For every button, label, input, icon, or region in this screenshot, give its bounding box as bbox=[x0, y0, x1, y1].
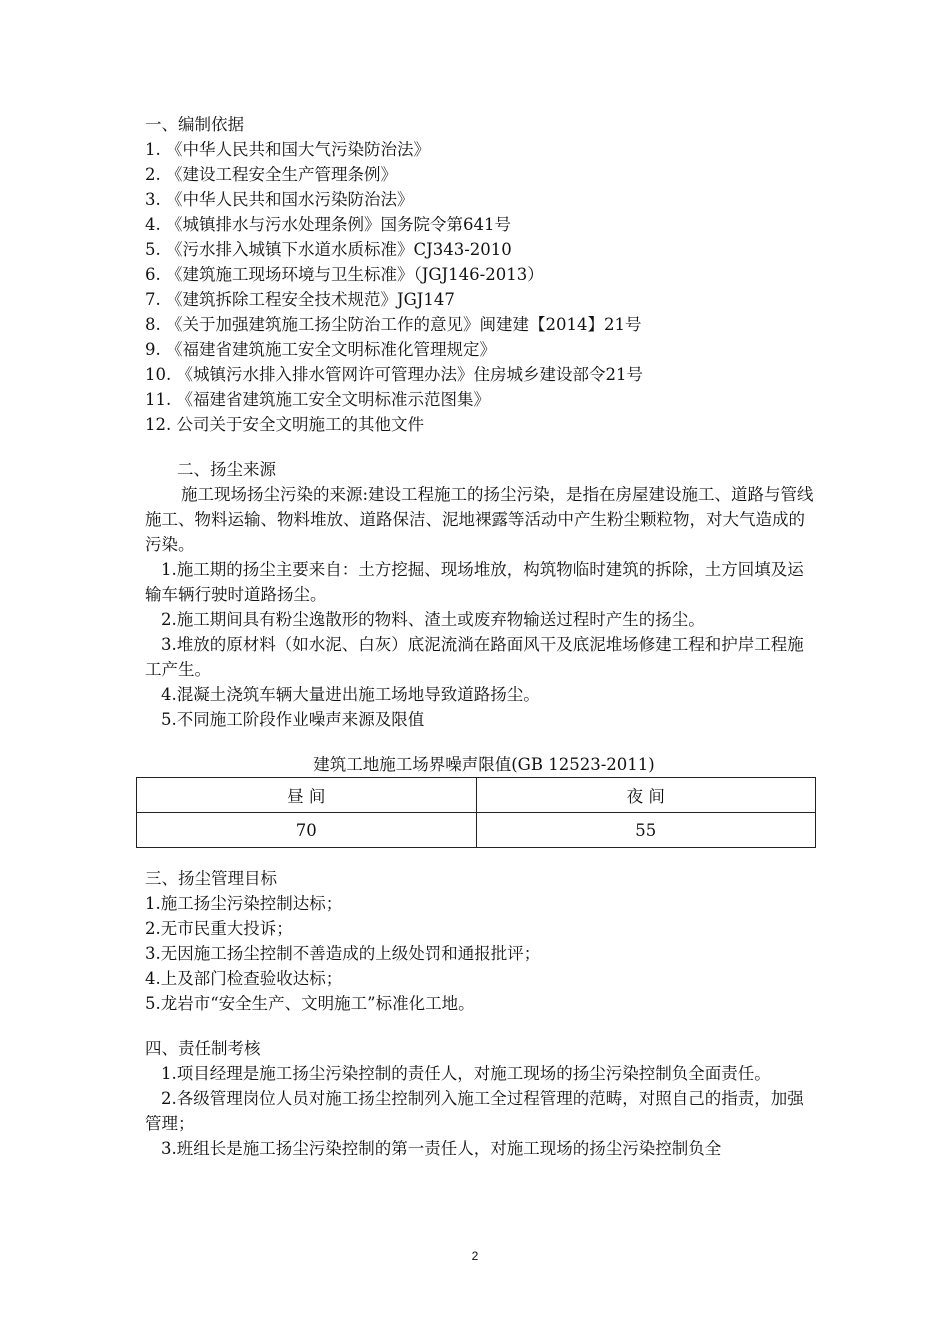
page-number: 2 bbox=[471, 1249, 479, 1263]
page-content bbox=[145, 112, 817, 1161]
list-item: 4.上及部门检查验收达标； bbox=[145, 969, 343, 988]
list-item: 3.堆放的原材料（如水泥、白灰）底泥流淌在路面风干及底泥堆场修建工程和护岸工程施工产生。 bbox=[145, 635, 804, 679]
table-cell-day-value: 70 bbox=[137, 813, 477, 848]
list-item: 5. 《污水排入城镇下水道水质标准》CJ343-2010 bbox=[145, 240, 512, 259]
section1-heading: 一、编制依据 bbox=[145, 115, 244, 134]
list-item: 3. 《中华人民共和国水污染防治法》 bbox=[145, 190, 414, 209]
list-item: 5.不同施工阶段作业噪声来源及限值 bbox=[161, 710, 425, 729]
list-item: 8. 《关于加强建筑施工扬尘防治工作的意见》闽建建【2014】21号 bbox=[145, 315, 642, 334]
list-item: 2.施工期间具有粉尘逸散形的物料、渣土或废弃物输送过程时产生的扬尘。 bbox=[161, 610, 705, 629]
section2-intro: 施工现场扬尘污染的来源:建设工程施工的扬尘污染，是指在房屋建设施工、道路与管线施工、物料运输、物料堆放、道路保洁、泥地裸露等活动中产生粉尘颗粒物，对大气造成的污染。 bbox=[145, 485, 814, 554]
table-header-row bbox=[137, 778, 816, 813]
list-item: 7. 《建筑拆除工程安全技术规范》JGJ147 bbox=[145, 290, 455, 309]
list-item: 1. 《中华人民共和国大气污染防治法》 bbox=[145, 140, 430, 159]
list-item: 4. 《城镇排水与污水处理条例》国务院令第641号 bbox=[145, 215, 511, 234]
list-item: 11. 《福建省建筑施工安全文明标准示范图集》 bbox=[145, 390, 490, 409]
list-item: 1.项目经理是施工扬尘污染控制的责任人，对施工现场的扬尘污染控制负全面责任。 bbox=[161, 1064, 771, 1083]
section2-heading: 二、扬尘来源 bbox=[177, 460, 276, 479]
list-item: 1.施工扬尘污染控制达标； bbox=[145, 894, 343, 913]
table-cell-night-value: 55 bbox=[476, 813, 816, 848]
list-item: 3.班组长是施工扬尘污染控制的第一责任人，对施工现场的扬尘污染控制负全 bbox=[161, 1139, 722, 1158]
list-item: 3.无因施工扬尘控制不善造成的上级处罚和通报批评； bbox=[145, 944, 541, 963]
table-row bbox=[137, 813, 816, 848]
list-item: 12. 公司关于安全文明施工的其他文件 bbox=[145, 415, 424, 434]
section4-heading: 四、责任制考核 bbox=[145, 1039, 261, 1058]
table-caption: 建筑工地施工场界噪声限值(GB 12523-2011) bbox=[313, 755, 655, 774]
list-item: 1.施工期的扬尘主要来自：土方挖掘、现场堆放，构筑物临时建筑的拆除，土方回填及运输车辆行驶时道路扬尘。 bbox=[145, 560, 804, 604]
list-item: 2.各级管理岗位人员对施工扬尘控制列入施工全过程管理的范畴，对照自己的指责，加强管理； bbox=[145, 1089, 804, 1133]
list-item: 2.无市民重大投诉； bbox=[145, 919, 293, 938]
section3-heading: 三、扬尘管理目标 bbox=[145, 869, 277, 888]
list-item: 4.混凝土浇筑车辆大量进出施工场地导致道路扬尘。 bbox=[161, 685, 540, 704]
table-header-night: 夜 间 bbox=[476, 778, 816, 813]
list-item: 5.龙岩市“安全生产、文明施工”标准化工地。 bbox=[145, 994, 475, 1013]
list-item: 9. 《福建省建筑施工安全文明标准化管理规定》 bbox=[145, 340, 496, 359]
list-item: 10. 《城镇污水排入排水管网许可管理办法》住房城乡建设部令21号 bbox=[145, 365, 643, 384]
table-header-day: 昼 间 bbox=[137, 778, 477, 813]
list-item: 6. 《建筑施工现场环境与卫生标准》（JGJ146-2013） bbox=[145, 265, 544, 284]
list-item: 2. 《建设工程安全生产管理条例》 bbox=[145, 165, 397, 184]
noise-limit-table bbox=[136, 777, 816, 848]
